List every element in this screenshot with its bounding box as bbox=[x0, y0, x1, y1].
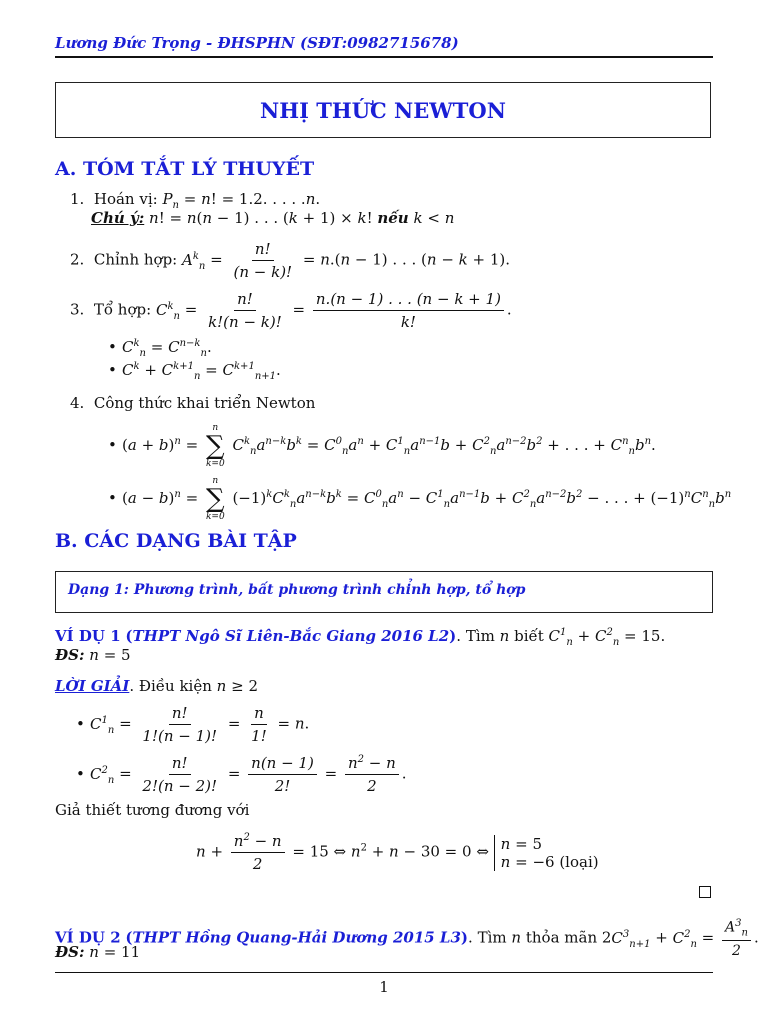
solution-1-step-1: • $C^1_n$ = $\frac{n!}{1!(n - 1)!}$ = $\frac{n}{1!}$ = n. bbox=[76, 704, 310, 745]
page-header: Lương Đức Trọng - ĐHSPHN (SĐT:0982715678) bbox=[55, 34, 459, 52]
section-a-heading: A. TÓM TẮT LÝ THUYẾT bbox=[55, 158, 315, 180]
solution-1-equation: n + $\frac{n^2 - n}{2}$ = 15 ⇔ $n^2 + n - 30 = 0$ ⇔ n = 5 n = −6 (loại) bbox=[196, 832, 599, 873]
theory-bullet-2: • $C^k + C^{k+1}_n = C^{k+1}_{n+1}$. bbox=[108, 361, 281, 382]
example-2-answer: ĐS: n = 11 bbox=[55, 943, 141, 961]
theory-item-4: 4. Công thức khai triển Newton bbox=[70, 394, 316, 412]
solution-1-equiv: Giả thiết tương đương với bbox=[55, 801, 250, 819]
page-number: 1 bbox=[379, 978, 389, 996]
newton-formula-minus: • $(a - b)^n$ = n ∑ k=0 $(-1)^kC^k_na^{n-k}b^k = C^0_na^n - C^1_na^{n-1}b + C^2_na^{n-2}b^2$ − . . . + $(-1)^nC^n_nb^n$ bbox=[108, 476, 732, 522]
theory-note: Chú ý: n! = n(n − 1) . . . (k + 1) × k! nếu k < n bbox=[91, 209, 455, 227]
theory-item-2: 2. Chỉnh hợp: $A^k_n$ = $\frac{n!}{(n - k)!}$ = n.(n − 1) . . . (n − k + 1). bbox=[70, 240, 511, 281]
solution-1-step-2: • $C^2_n$ = $\frac{n!}{2!(n - 2)!}$ = $\frac{n(n - 1)}{2!}$ = $\frac{n^2 - n}{2}$ . bbox=[76, 754, 407, 795]
title-box bbox=[55, 82, 711, 138]
theory-item-3: 3. Tổ hợp: $C^k_n$ = $\frac{n!}{k!(n - k)!}$ = $\frac{n.(n - 1) . . . (n - k + 1)}{k!}$ . bbox=[70, 290, 512, 331]
dang-1-title: Dạng 1: Phương trình, bất phương trình chỉnh hợp, tổ hợp bbox=[68, 582, 526, 598]
example-2: VÍ DỤ 2 (THPT Hồng Quang-Hải Dương 2015 L3). Tìm n thỏa mãn $2C^3_{n+1} + C^2_n$ = $\frac{A^3_n}{2}$ . bbox=[55, 918, 759, 960]
dang-1-box bbox=[55, 571, 713, 613]
theory-bullet-1: • $C^k_n = C^{n-k}_n$. bbox=[108, 338, 212, 359]
example-1: VÍ DỤ 1 (THPT Ngô Sĩ Liên-Bắc Giang 2016 L2). Tìm n biết $C^1_n + C^2_n = 15$. bbox=[55, 627, 666, 648]
header-rule bbox=[55, 56, 713, 58]
example-1-answer: ĐS: n = 5 bbox=[55, 646, 131, 664]
section-b-heading: B. CÁC DẠNG BÀI TẬP bbox=[55, 530, 297, 552]
solution-1-intro: LỜI GIẢI. Điều kiện n ≥ 2 bbox=[55, 677, 258, 695]
page-title: NHỊ THỨC NEWTON bbox=[260, 97, 506, 123]
newton-formula-plus: • $(a + b)^n$ = n ∑ k=0 $C^k_na^{n-k}b^k = C^0_na^n + C^1_na^{n-1}b + C^2_na^{n-2}b^2$ + . . . + $C^n_nb^n$. bbox=[108, 423, 656, 469]
theory-item-1: 1. Hoán vị: $P_n = n$! = 1.2. . . . .n. bbox=[70, 190, 321, 211]
footer-rule bbox=[55, 972, 713, 973]
qed-square-icon bbox=[699, 886, 711, 898]
